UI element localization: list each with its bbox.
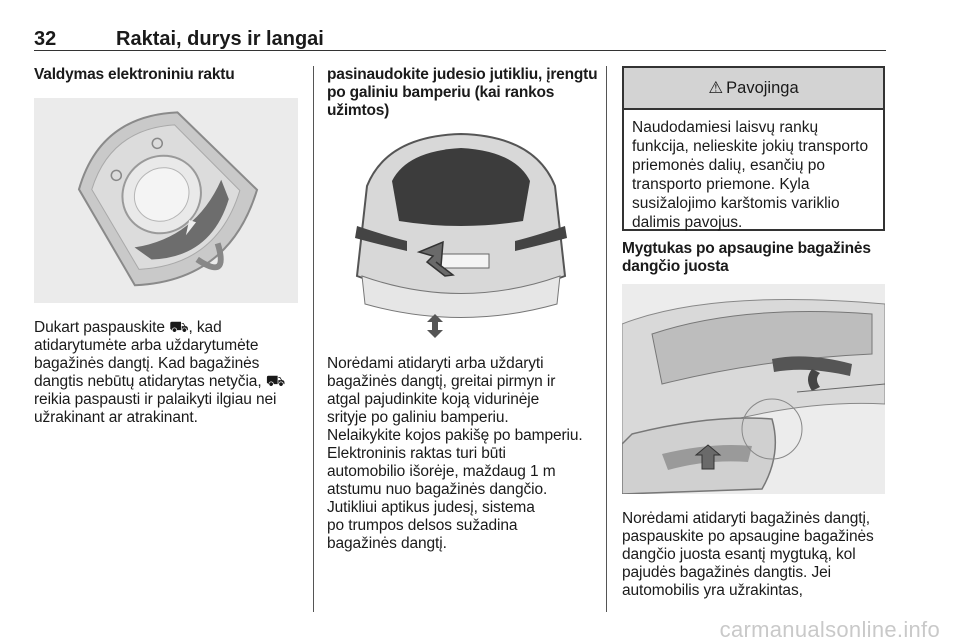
- watermark: carmanualsonline.info: [719, 617, 940, 642]
- section-heading-motion-sensor: pasinaudokite judesio jutikliu, įrengtu po galiniu bamperiu (kai rankos užimtos): [327, 66, 598, 119]
- electronic-key-illustration: [34, 98, 298, 303]
- motion-sensor-instructions: Norėdami atidaryti arba uždaryti bagažinės dangtį, greitai pirmyn ir atgal pajudinkite koją vidurinėje srityje po galiniu bamperiu. Nelaikykite kojos pakišę po bamperiu. Elektroninis raktas turi būti automobilio išorėje, maždaug 1 m atstumu nuo bagažinės dangčio. Jutikliui aptikus judesį, sistema po trumpos delsos sužadina bagažinės dangtį.: [327, 355, 583, 552]
- page-header: [34, 10, 886, 50]
- danger-warning-box: [622, 66, 885, 231]
- section-heading-trim-button: Mygtukas po apsaugine bagažinės dangčio juosta: [622, 240, 871, 275]
- page-title: Raktai, durys ir langai: [116, 28, 324, 50]
- section-heading-electronic-key: Valdymas elektroniniu raktu: [34, 66, 235, 83]
- trim-button-instructions: Norėdami atidaryti bagažinės dangtį, paspauskite po apsaugine bagažinės dangčio juosta esantį mygtuką, kol pajudės bagažinės dangtis. Jei automobilis yra užrakintas,: [622, 510, 874, 599]
- electronic-key-instructions: Dukart paspauskite ⛟, kad atidarytumėte arba uždarytumėte bagažinės dangtį. Kad bagažinės dangtis nebūtų atidarytas netyčia, ⛟ reikia paspausti ir palaikyti ilgiau nei užrakinant ar atrakinant.: [34, 319, 286, 426]
- warning-title: Pavojinga: [726, 78, 799, 97]
- rear-bumper-sensor-illustration: [327, 126, 595, 341]
- page-number: 32: [34, 28, 57, 50]
- header-divider: [34, 50, 886, 51]
- warning-text: Naudodamiesi laisvų rankų funkcija, nelieskite jokių transporto priemonės dalių, esančių po transporto priemone. Kyla susižalojimo karštomis variklio dalimis pavojus.: [632, 119, 869, 231]
- column-divider-left: [313, 66, 314, 612]
- column-divider-right: [606, 66, 607, 612]
- warning-triangle-icon: ⚠: [708, 79, 724, 97]
- warning-header: [624, 68, 883, 110]
- tailgate-button-illustration: [622, 284, 885, 494]
